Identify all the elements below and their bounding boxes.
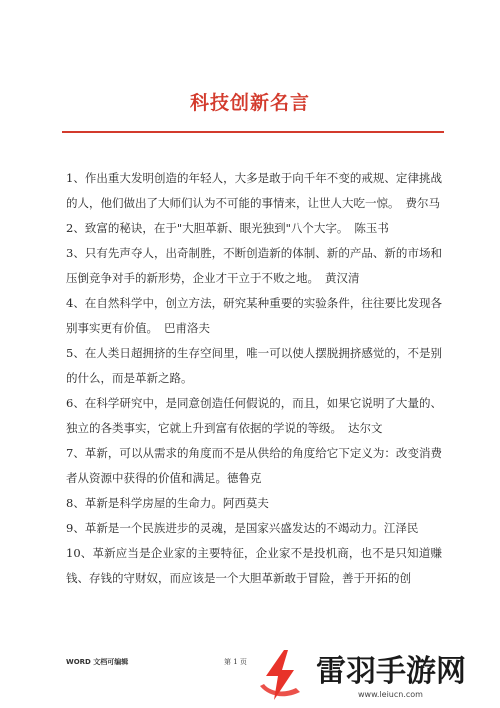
quote-item: 3、只有先声夺人，出奇制胜，不断创造新的体制、新的产品、新的市场和压倒竞争对手的新形势，企业才干立于不败之地。 黄汉清 xyxy=(66,246,442,285)
quote-list xyxy=(66,166,442,591)
quote-item: 5、在人类日超拥挤的生存空间里，唯一可以使人摆脱拥挤感觉的，不是别的什么，而是革新之路。 xyxy=(66,346,442,385)
quote-item: 10、革新应当是企业家的主要特征，企业家不是投机商，也不是只知道赚钱、存钱的守财奴，而应该是一个大胆革新敢于冒险，善于开拓的创 xyxy=(66,546,442,585)
quote-item: 8、革新是科学房屋的生命力。阿西莫夫 xyxy=(66,496,269,510)
quote-author: 黄汉清 xyxy=(325,271,360,285)
footer-editable-note: WORD 文档可编辑 xyxy=(66,658,129,666)
site-watermark xyxy=(250,640,500,708)
document-title: 科技创新名言 xyxy=(189,92,310,114)
quote-author: 费尔马 xyxy=(405,196,440,210)
site-url: www.leiucn.com xyxy=(358,690,423,699)
title-divider xyxy=(62,131,444,133)
quote-author: 达尔文 xyxy=(348,421,383,435)
quote-item: 4、在自然科学中，创立方法，研究某种重要的实验条件，往往要比发现各别事实更有价值。 巴甫洛夫 xyxy=(66,296,442,335)
quote-item: 9、革新是一个民族进步的灵魂，是国家兴盛发达的不竭动力。江泽民 xyxy=(66,521,419,535)
quote-author: 巴甫洛夫 xyxy=(164,321,210,335)
quote-item: 2、致富的秘诀，在于"大胆革新、眼光独到"八个大字。 陈玉书 xyxy=(66,221,389,235)
quote-author: 陈玉书 xyxy=(354,221,389,235)
quote-item: 1、作出重大发明创造的年轻人，大多是敢于向千年不变的戒规、定律挑战的人，他们做出了大师们认为不可能的事情来，让世人大吃一惊。 费尔马 xyxy=(66,171,442,210)
quote-item: 7、革新，可以从需求的角度而不是从供给的角度给它下定义为：改变消费者从资源中获得的价值和满足。德鲁克 xyxy=(66,446,442,485)
footer-page-number: 第 1 页 xyxy=(224,658,247,666)
site-logo-icon xyxy=(254,646,312,704)
site-name: 雷羽手游网 xyxy=(316,654,466,689)
quote-item: 6、在科学研究中，是同意创造任何假说的，而且，如果它说明了大量的、独立的各类事实，它就上升到富有依据的学说的等级。 达尔文 xyxy=(66,396,442,435)
